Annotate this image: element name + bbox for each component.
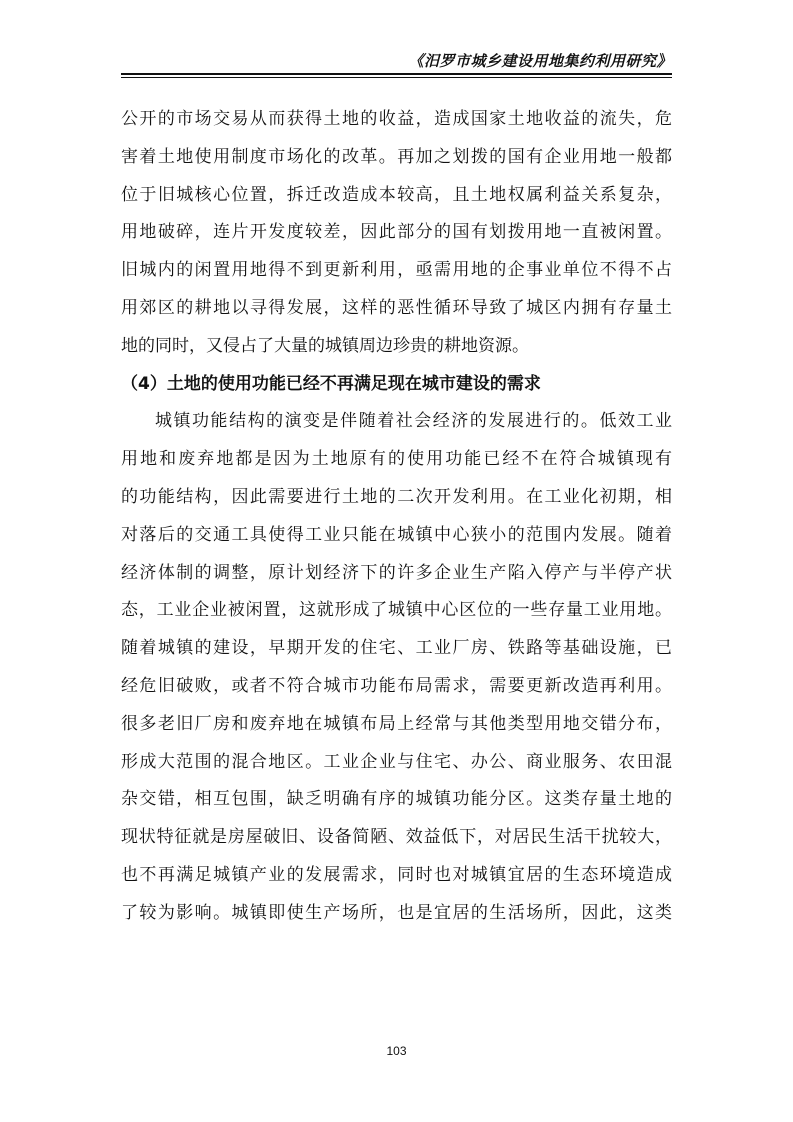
paragraph-line: 随着城镇的建设，早期开发的住宅、工业厂房、铁路等基础设施，已 xyxy=(121,638,672,659)
paragraph-line: 的功能结构，因此需要进行土地的二次开发利用。在工业化初期，相 xyxy=(121,486,672,507)
paragraph-line: 也不再满足城镇产业的发展需求，同时也对城镇宜居的生态环境造成 xyxy=(121,864,672,885)
paragraph-line: 现状特征就是房屋破旧、设备简陋、效益低下，对居民生活干扰较大， xyxy=(121,827,672,848)
paragraph-line: 公开的市场交易从而获得土地的收益，造成国家土地收益的流失，危 xyxy=(121,109,672,129)
page-number: 103 xyxy=(386,1044,407,1058)
paragraph-line: 对落后的交通工具使得工业只能在城镇中心狭小的范围内发展。随着 xyxy=(121,524,672,545)
paragraph-line: 杂交错，相互包围，缺乏明确有序的城镇功能分区。这类存量土地的 xyxy=(121,789,672,810)
paragraph-line: 用地破碎，连片开发度较差，因此部分的国有划拨用地一直被闲置。 xyxy=(121,222,672,243)
paragraph-line: 害着土地使用制度市场化的改革。再加之划拨的国有企业用地一般都 xyxy=(121,146,672,167)
paragraph-line: 用地和废弃地都是因为土地原有的使用功能已经不在符合城镇现有 xyxy=(121,449,672,470)
paragraph-line: 旧城内的闲置用地得不到更新利用，亟需用地的企事业单位不得不占 xyxy=(121,260,672,281)
section-heading: （4）土地的使用功能已经不再满足现在城市建设的需求 xyxy=(121,373,541,394)
paragraph-line: 城镇功能结构的演变是伴随着社会经济的发展进行的。低效工业 xyxy=(155,411,672,432)
paragraph-line: 很多老旧厂房和废弃地在城镇布局上经常与其他类型用地交错分布， xyxy=(121,713,672,734)
header-rule-thin xyxy=(121,77,672,78)
header-rule-thick xyxy=(121,73,672,75)
paragraph-line: 用郊区的耕地以寻得发展，这样的恶性循环导致了城区内拥有存量土 xyxy=(121,297,672,318)
paragraph-line: 了较为影响。城镇即使生产场所，也是宜居的生活场所，因此，这类 xyxy=(121,902,672,923)
body-text xyxy=(121,101,672,933)
paragraph-line: 经济体制的调整，原计划经济下的许多企业生产陷入停产与半停产状 xyxy=(121,562,672,583)
running-header-title: 《汨罗市城乡建设用地集约利用研究》 xyxy=(408,52,672,70)
paragraph-line: 态，工业企业被闲置，这就形成了城镇中心区位的一些存量工业用地。 xyxy=(121,600,672,621)
paragraph-line: 位于旧城核心位置，拆迁改造成本较高，且土地权属利益关系复杂， xyxy=(121,184,672,205)
paragraph-line: 经危旧破败，或者不符合城市功能布局需求，需要更新改造再利用。 xyxy=(121,675,672,696)
paragraph-line: 形成大范围的混合地区。工业企业与住宅、办公、商业服务、农田混 xyxy=(121,751,672,772)
paragraph-line: 地的同时，又侵占了大量的城镇周边珍贵的耕地资源。 xyxy=(121,335,529,356)
